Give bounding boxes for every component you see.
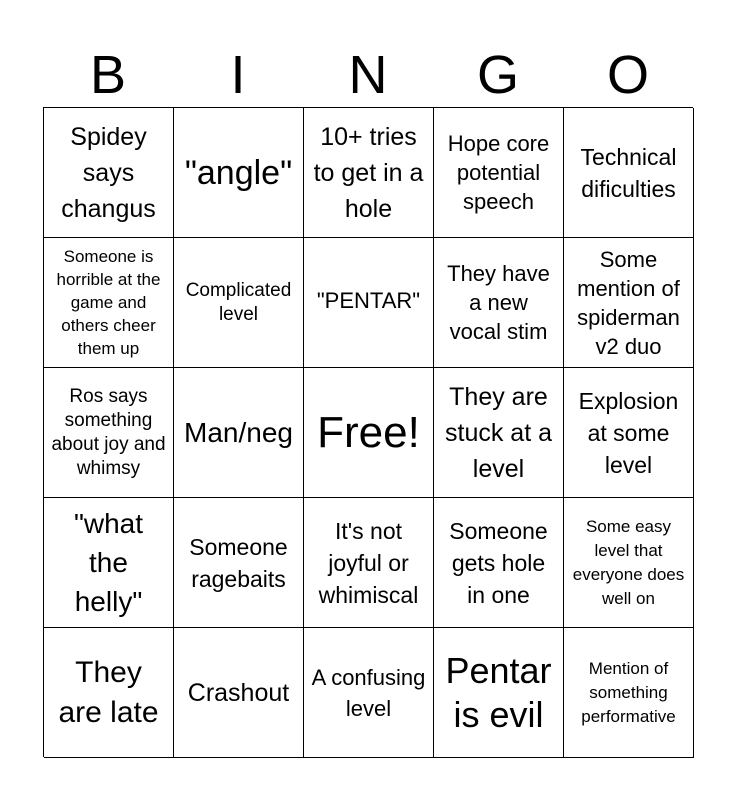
bingo-cell-r1-c3[interactable] [304, 108, 434, 238]
cell-text: It's not joyful or whimiscal [318, 517, 419, 608]
bingo-cell-r5-c2[interactable] [174, 628, 304, 758]
cell-text: Man/neg [184, 416, 293, 448]
cell-text: Technical dificulties [580, 143, 677, 202]
cell-text: Some mention of spiderman v2 duo [577, 246, 680, 359]
bingo-cell-r1-c2[interactable] [174, 108, 304, 238]
header-letter-n: N [348, 45, 388, 105]
bingo-cell-r2-c5[interactable] [564, 238, 694, 368]
cell-text: 10+ tries to get in a hole [313, 122, 424, 223]
bingo-card-grid [43, 107, 693, 757]
bingo-cell-r4-c1[interactable] [44, 498, 174, 628]
bingo-cell-r3-c4[interactable] [434, 368, 564, 498]
cell-text: Someone is horrible at the game and others cheer them up [56, 247, 161, 358]
cell-text: "angle" [184, 153, 293, 192]
cell-text: Some easy level that everyone does well on [572, 516, 685, 608]
bingo-cell-r2-c4[interactable] [434, 238, 564, 368]
cell-text: Someone gets hole in one [449, 517, 548, 608]
bingo-cell-r3-c5[interactable] [564, 368, 694, 498]
cell-text: They are late [58, 655, 159, 729]
bingo-cell-r2-c2[interactable] [174, 238, 304, 368]
header-letter-g: G [476, 45, 519, 105]
bingo-header [43, 42, 693, 108]
bingo-cell-r5-c5[interactable] [564, 628, 694, 758]
bingo-cell-r4-c3[interactable] [304, 498, 434, 628]
bingo-cell-r1-c5[interactable] [564, 108, 694, 238]
bingo-cell-r5-c4[interactable] [434, 628, 564, 758]
cell-text: Crashout [187, 678, 290, 707]
bingo-cell-r2-c1[interactable] [44, 238, 174, 368]
bingo-cell-r3-c1[interactable] [44, 368, 174, 498]
cell-text: "PENTAR" [316, 287, 421, 313]
bingo-cell-r3-c3[interactable] [304, 368, 434, 498]
cell-text: "what the helly" [73, 508, 144, 617]
cell-text: Free! [317, 407, 420, 457]
header-letter-b: B [89, 45, 127, 105]
cell-text: Spidey says changus [61, 122, 156, 223]
header-letter-i: I [230, 45, 246, 105]
cell-text: Explosion at some level [578, 387, 679, 478]
cell-text: A confusing level [311, 664, 426, 721]
bingo-cell-r5-c1[interactable] [44, 628, 174, 758]
cell-text: Mention of something performative [581, 658, 676, 726]
cell-text: Ros says something about joy and whimsy [51, 385, 166, 479]
bingo-cell-r5-c3[interactable] [304, 628, 434, 758]
bingo-cell-r2-c3[interactable] [304, 238, 434, 368]
cell-text: They have a new vocal stim [447, 261, 550, 344]
cell-text: Pentar is evil [445, 649, 552, 735]
bingo-cell-r1-c1[interactable] [44, 108, 174, 238]
header-letter-o: O [606, 45, 649, 105]
cell-text: Complicated level [185, 279, 292, 325]
cell-text: They are stuck at a level [445, 382, 552, 483]
cell-text: Hope core potential speech [447, 131, 550, 214]
bingo-cell-r4-c4[interactable] [434, 498, 564, 628]
bingo-cell-r4-c2[interactable] [174, 498, 304, 628]
bingo-cell-r3-c2[interactable] [174, 368, 304, 498]
bingo-cell-r4-c5[interactable] [564, 498, 694, 628]
cell-text: Someone ragebaits [189, 533, 288, 592]
bingo-cell-r1-c4[interactable] [434, 108, 564, 238]
